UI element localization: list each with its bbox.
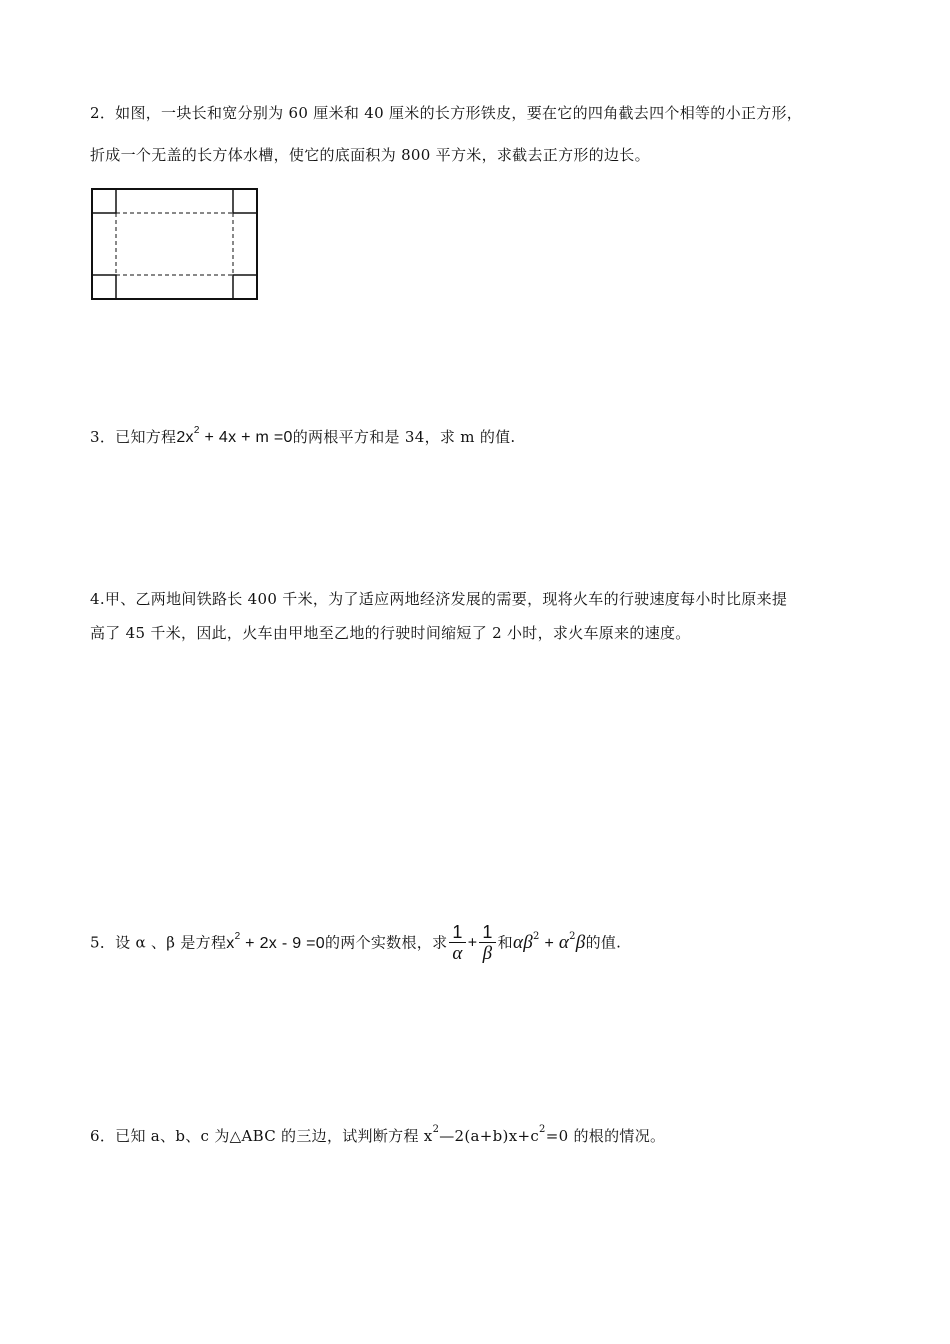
q5-fraction-1-over-alpha: $\frac{1}{\alpha}$ — [449, 922, 465, 965]
q5-expression: $\alpha\beta^2 + \alpha^2\beta$ — [512, 930, 586, 953]
corner-square-br — [233, 275, 257, 299]
q5-plus: + — [467, 934, 478, 952]
q5-equation: $x^2 + 2x - 9 =0$ — [226, 930, 325, 952]
q6-line: 6．已知 a、b、c 为△ABC 的三边，试判断方程 $x^2—2(a+b)x+c^2=0$ 的根的情况。 — [90, 1124, 666, 1145]
corner-square-tr — [233, 189, 257, 213]
corner-square-tl — [92, 189, 116, 213]
q5-prefix: 5．设 α 、β 是方程 — [90, 933, 227, 952]
q3-suffix: 的两根平方和是 34，求 m 的值. — [292, 428, 516, 446]
q5-fraction-1-over-beta: $\frac{1}{\beta}$ — [479, 922, 495, 965]
q5-and: 和 — [497, 933, 513, 952]
q5-suffix: 的值. — [585, 933, 622, 952]
q3-equation: $2x^2 + 4x + m =0$ — [176, 425, 293, 446]
q5-mid: 的两个实数根，求 — [324, 933, 448, 952]
q5-line — [90, 922, 621, 965]
tin-sheet-figure — [90, 187, 262, 303]
corner-square-bl — [92, 275, 116, 299]
q4-line1: 4.甲、乙两地间铁路长 400 千米，为了适应两地经济发展的需要，现将火车的行驶速度每小时比原来提 — [90, 590, 788, 608]
q3-line — [90, 425, 516, 447]
q2-line2: 折成一个无盖的长方体水槽，使它的底面积为 800 平方米，求截去正方形的边长。 — [90, 146, 650, 164]
q4-line2: 高了 45 千米，因此，火车由甲地至乙地的行驶时间缩短了 2 小时，求火车原来的速度。 — [90, 624, 691, 642]
q2-line1: 2．如图，一块长和宽分别为 60 厘米和 40 厘米的长方形铁皮，要在它的四角截去四个相等的小正方形， — [90, 104, 803, 122]
q3-prefix: 3．已知方程 — [90, 428, 177, 446]
